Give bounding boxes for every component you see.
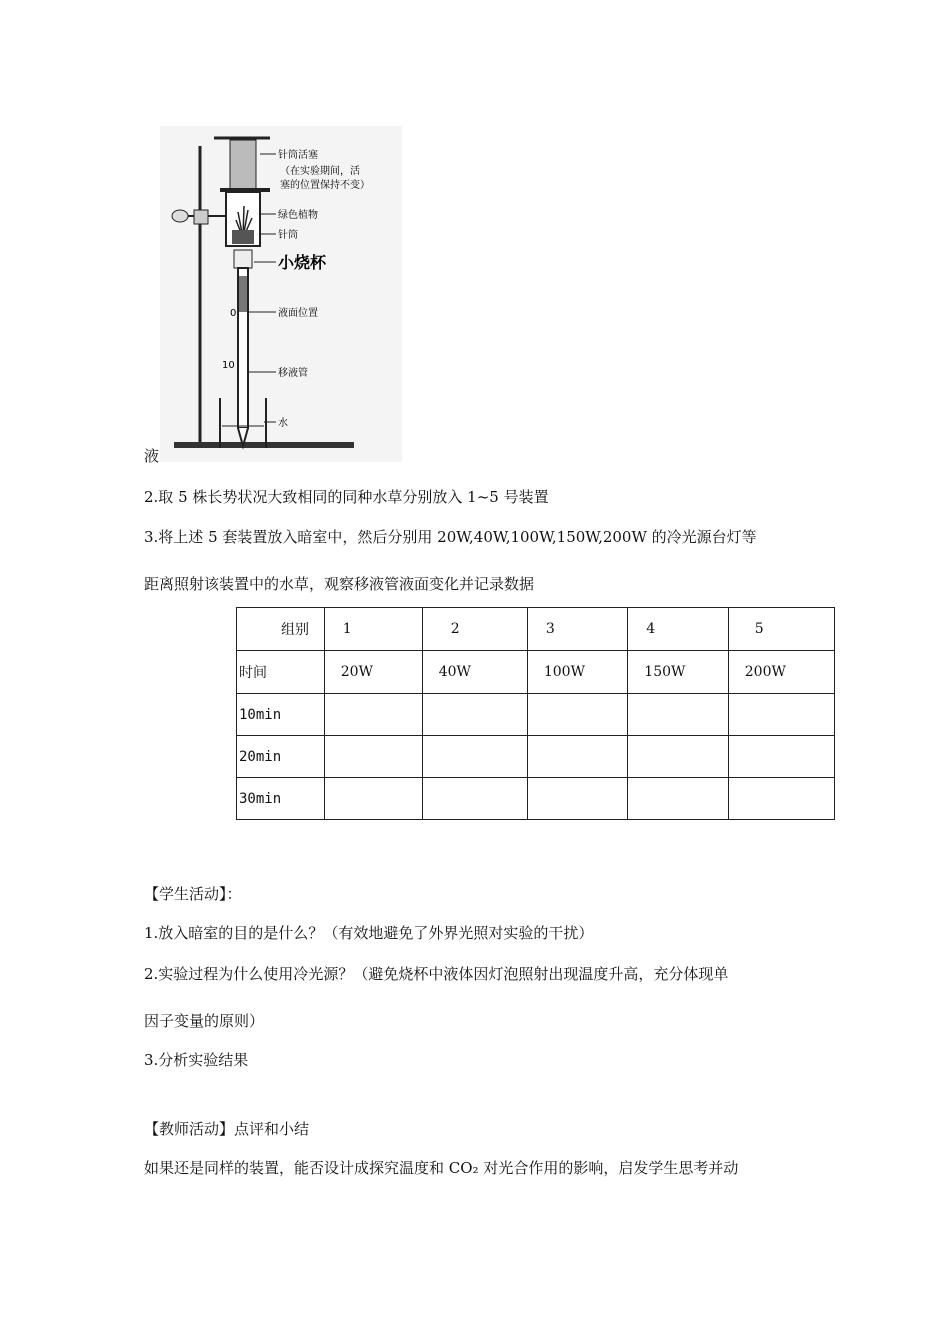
watt-5: 200W bbox=[728, 651, 834, 694]
label-pipette: 移液管 bbox=[278, 368, 308, 379]
table-row-watts bbox=[237, 651, 835, 694]
label-beaker: 小烧杯 bbox=[278, 253, 327, 272]
step-3-line2: 距离照射该装置中的水草，观察移液管液面变化并记录数据 bbox=[144, 575, 535, 593]
table-cell bbox=[728, 778, 834, 820]
liquid-text: 液 bbox=[144, 447, 160, 465]
table-cell bbox=[527, 778, 627, 820]
label-note-1: （在实验期间，活 bbox=[280, 166, 360, 177]
time-10min: 10min bbox=[237, 694, 325, 736]
tick-10: 10 bbox=[222, 360, 235, 371]
label-plant: 绿色植物 bbox=[278, 210, 318, 221]
table-cell bbox=[628, 778, 728, 820]
label-syringe: 针筒 bbox=[278, 230, 298, 241]
time-30min: 30min bbox=[237, 778, 325, 820]
group-2: 2 bbox=[422, 608, 527, 651]
watt-2: 40W bbox=[422, 651, 527, 694]
teacher-heading: 【教师活动】点评和小结 bbox=[144, 1120, 310, 1138]
label-note-2: 塞的位置保持不变） bbox=[280, 180, 370, 191]
table-cell bbox=[628, 736, 728, 778]
student-q2-line1: 2.实验过程为什么使用冷光源？（避免烧杯中液体因灯泡照射出现温度升高，充分体现单 bbox=[144, 965, 729, 983]
table-cell bbox=[422, 736, 527, 778]
group-5: 5 bbox=[728, 608, 834, 651]
watt-1: 20W bbox=[324, 651, 422, 694]
step-3-line1: 3.将上述 5 套装置放入暗室中，然后分别用 20W,40W,100W,150W,200W 的冷光源台灯等 bbox=[144, 528, 757, 546]
table-row-groups bbox=[237, 608, 835, 651]
group-3: 3 bbox=[527, 608, 627, 651]
time-20min: 20min bbox=[237, 736, 325, 778]
table-cell bbox=[422, 694, 527, 736]
label-plunger: 针筒活塞 bbox=[278, 150, 318, 161]
step-2: 2.取 5 株长势状况大致相同的同种水草分别放入 1~5 号装置 bbox=[144, 488, 549, 506]
tick-0: 0 bbox=[230, 308, 237, 319]
table-cell bbox=[527, 694, 627, 736]
group-4: 4 bbox=[628, 608, 728, 651]
student-q3: 3.分析实验结果 bbox=[144, 1051, 249, 1069]
label-level: 液面位置 bbox=[278, 308, 318, 319]
student-q1: 1.放入暗室的目的是什么？（有效地避免了外界光照对实验的干扰） bbox=[144, 924, 594, 942]
table-cell bbox=[422, 778, 527, 820]
table-row bbox=[237, 778, 835, 820]
table-cell bbox=[628, 694, 728, 736]
apparatus-figure bbox=[160, 126, 402, 462]
table-cell bbox=[324, 778, 422, 820]
student-q2-line2: 因子变量的原则） bbox=[144, 1012, 265, 1030]
label-water: 水 bbox=[278, 418, 288, 429]
group-1: 1 bbox=[324, 608, 422, 651]
group-header: 组别 bbox=[237, 608, 325, 651]
table-cell bbox=[324, 736, 422, 778]
table-cell bbox=[728, 736, 834, 778]
table-cell bbox=[527, 736, 627, 778]
record-table bbox=[236, 607, 835, 820]
time-header: 时间 bbox=[237, 651, 325, 694]
table-cell bbox=[728, 694, 834, 736]
table-row bbox=[237, 694, 835, 736]
student-heading: 【学生活动】： bbox=[144, 885, 242, 903]
watt-3: 100W bbox=[527, 651, 627, 694]
table-row bbox=[237, 736, 835, 778]
watt-4: 150W bbox=[628, 651, 728, 694]
teacher-text: 如果还是同样的装置，能否设计成探究温度和 CO₂ 对光合作用的影响，启发学生思考并动 bbox=[144, 1159, 739, 1177]
table-cell bbox=[324, 694, 422, 736]
